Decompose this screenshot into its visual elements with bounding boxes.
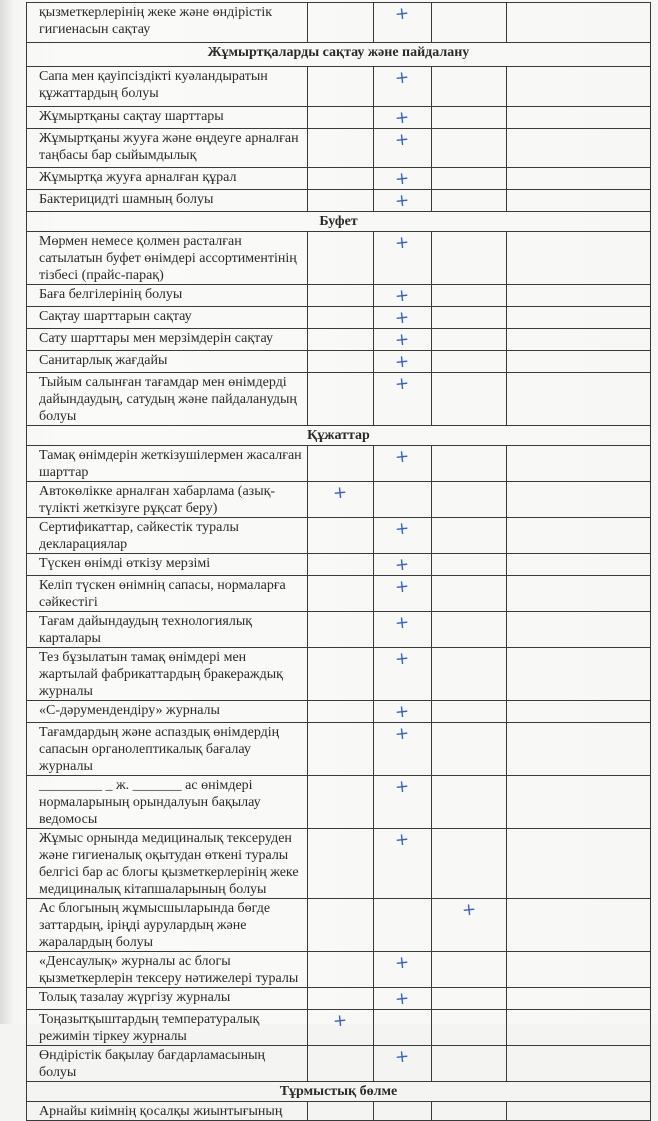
note-cell[interactable] [507,612,651,648]
mark-cell-3[interactable] [432,554,507,576]
mark-cell-1[interactable] [308,952,374,988]
handwritten-plus-icon: + [394,67,411,89]
mark-cell-3[interactable] [432,129,507,168]
note-cell[interactable] [507,190,651,212]
section-title: Құжаттар [27,426,651,446]
mark-cell-3[interactable] [432,829,507,899]
mark-cell-1[interactable] [308,232,374,285]
handwritten-plus-icon: + [394,701,411,723]
handwritten-plus-icon: + [460,899,478,921]
note-cell[interactable] [507,67,651,107]
table-row [27,446,651,482]
mark-cell-1[interactable] [308,67,374,107]
item-text: Тағамдардың және аспаздық өнімдердің сапасын органолептикалық бағалау журналы [27,723,308,776]
section-title: Буфет [27,212,651,232]
section-header-row [27,426,651,446]
mark-cell-1[interactable] [308,446,374,482]
item-text: Жұмыртқаны жууға және өңдеуге арналған таңбасы бар сыйымдылық [27,129,308,168]
mark-cell-1[interactable] [308,776,374,829]
item-text: Жұмыртқа жууға арналған құрал [27,168,308,190]
handwritten-plus-icon: + [394,776,411,798]
mark-cell-2[interactable] [374,648,432,701]
mark-cell-2[interactable] [374,329,432,351]
item-text: Тағам дайындаудың технологиялық карталары [27,612,308,648]
mark-cell-3[interactable] [432,307,507,329]
note-cell[interactable] [507,776,651,829]
item-text: Өндірістік бақылау бағдарламасының болуы [27,1046,308,1082]
table-row [27,829,651,899]
note-cell[interactable] [507,648,651,701]
table-row [27,329,651,351]
table-row [27,554,651,576]
mark-cell-2[interactable] [374,1102,432,1121]
mark-cell-2[interactable] [374,776,432,829]
table-row [27,899,651,952]
handwritten-plus-icon: + [394,3,411,25]
table-row [27,648,651,701]
note-cell[interactable] [507,373,651,426]
note-cell[interactable] [507,1046,651,1082]
mark-cell-3[interactable] [432,723,507,776]
item-text: «С-дәрумендендіру» журналы [27,701,308,723]
mark-cell-1[interactable] [308,701,374,723]
table-row [27,190,651,212]
item-text: Толық тазалау жүргізу журналы [27,988,308,1010]
table-row [27,3,651,43]
handwritten-plus-icon: + [394,723,411,745]
handwritten-plus-icon: + [394,576,411,598]
note-cell[interactable] [507,952,651,988]
item-text: _________ _ ж. _______ ас өнімдері нормаларының орындалуын бақылау ведомосы [27,776,308,829]
table-row [27,1010,651,1046]
handwritten-plus-icon: + [394,829,411,851]
item-text: Түскен өнімді өткізу мерзімі [27,554,308,576]
item-text: Келіп түскен өнімнің сапасы, нормаларға сәйкестігі [27,576,308,612]
note-cell[interactable] [507,232,651,285]
note-cell[interactable] [507,168,651,190]
item-text: Автокөлікке арналған хабарлама (азық-түлікті жеткізуге рұқсат беру) [27,482,308,518]
table-row [27,67,651,107]
mark-cell-2[interactable] [374,829,432,899]
handwritten-plus-icon: + [394,107,411,129]
note-cell[interactable] [507,107,651,129]
handwritten-plus-icon: + [394,232,411,254]
mark-cell-1[interactable] [308,829,374,899]
mark-cell-2[interactable] [374,232,432,285]
mark-cell-2[interactable] [374,351,432,373]
note-cell[interactable] [507,351,651,373]
mark-cell-3[interactable] [432,1102,507,1121]
note-cell[interactable] [507,829,651,899]
mark-cell-3[interactable] [432,3,507,43]
mark-cell-3[interactable] [432,648,507,701]
mark-cell-1[interactable] [308,518,374,554]
mark-cell-3[interactable] [432,329,507,351]
note-cell[interactable] [507,988,651,1010]
mark-cell-1[interactable] [308,988,374,1010]
note-cell[interactable] [507,307,651,329]
handwritten-plus-icon: + [394,351,411,373]
item-text: Арнайы киімнің қосалқы жиынтығының [27,1102,308,1121]
mark-cell-3[interactable] [432,232,507,285]
note-cell[interactable] [507,446,651,482]
handwritten-plus-icon: + [394,329,411,351]
handwritten-plus-icon: + [394,285,411,307]
item-text: Жұмыс орнында медициналық тексеруден және гигиеналық оқытудан өткені туралы белгісі бар ас блогы қызметкерлерінің жеке медициналық кітапшаларының болуы [27,829,308,899]
table-row [27,232,651,285]
item-text: Тоңазытқыштардың температуралық режимін тіркеу журналы [27,1010,308,1046]
handwritten-plus-icon: + [394,952,411,974]
mark-cell-3[interactable] [432,107,507,129]
handwritten-plus-icon: + [394,612,411,634]
handwritten-plus-icon: + [394,446,411,468]
mark-cell-1[interactable] [308,373,374,426]
mark-cell-1[interactable] [308,554,374,576]
section-header-row [27,212,651,232]
mark-cell-3[interactable] [432,988,507,1010]
mark-cell-2[interactable] [374,1046,432,1082]
mark-cell-3[interactable] [432,285,507,307]
table-row [27,482,651,518]
mark-cell-2[interactable] [374,190,432,212]
mark-cell-1[interactable] [308,1102,374,1121]
item-text: Сақтау шарттарын сақтау [27,307,308,329]
note-cell[interactable] [507,329,651,351]
mark-cell-3[interactable] [432,952,507,988]
handwritten-plus-icon: + [332,482,349,504]
handwritten-plus-icon: + [394,554,411,576]
mark-cell-2[interactable] [374,446,432,482]
section-header-row [27,1082,651,1102]
mark-cell-1[interactable] [308,648,374,701]
mark-cell-1[interactable] [308,329,374,351]
item-text: Баға белгілерінің болуы [27,285,308,307]
handwritten-plus-icon: + [394,190,411,212]
note-cell[interactable] [507,899,651,952]
item-text: Сапа мен қауіпсіздікті куәландыратын құжаттардың болуы [27,67,308,107]
mark-cell-2[interactable] [374,952,432,988]
item-text: қызметкерлерінің жеке және өндірістік гигиенасын сақтау [27,3,308,43]
mark-cell-2[interactable] [374,723,432,776]
table-row [27,107,651,129]
handwritten-plus-icon: + [332,1010,349,1032]
mark-cell-2[interactable] [374,107,432,129]
section-title: Тұрмыстық бөлме [27,1082,651,1102]
note-cell[interactable] [507,129,651,168]
table-row [27,701,651,723]
section-title: Жұмыртқаларды сақтау және пайдалану [27,43,651,67]
item-text: Санитарлық жағдайы [27,351,308,373]
mark-cell-2[interactable] [374,988,432,1010]
mark-cell-2[interactable] [374,129,432,168]
mark-cell-3[interactable] [432,701,507,723]
mark-cell-2[interactable] [374,576,432,612]
item-text: Мөрмен немесе қолмен расталған сатылатын буфет өнімдері ассортиментінің тізбесі (прайс-парақ) [27,232,308,285]
item-text: Ас блогының жұмысшыларында бөгде заттардың, іріңді аурулардың және жаралардың болуы [27,899,308,952]
mark-cell-1[interactable] [308,899,374,952]
mark-cell-3[interactable] [432,351,507,373]
handwritten-plus-icon: + [394,1046,411,1068]
note-cell[interactable] [507,701,651,723]
note-cell[interactable] [507,554,651,576]
item-text: Бактерицидті шамның болуы [27,190,308,212]
mark-cell-2[interactable] [374,899,432,952]
note-cell[interactable] [507,285,651,307]
mark-cell-1[interactable] [308,482,374,518]
mark-cell-2[interactable] [374,518,432,554]
table-row [27,129,651,168]
mark-cell-3[interactable] [432,168,507,190]
mark-cell-1[interactable] [308,168,374,190]
item-text: Тамақ өнімдерін жеткізушілермен жасалған шарттар [27,446,308,482]
table-row [27,168,651,190]
note-cell[interactable] [507,1010,651,1046]
mark-cell-1[interactable] [308,129,374,168]
mark-cell-2[interactable] [374,701,432,723]
table-row [27,1046,651,1082]
mark-cell-3[interactable] [432,190,507,212]
table-row [27,351,651,373]
note-cell[interactable] [507,482,651,518]
table-row [27,576,651,612]
mark-cell-3[interactable] [432,482,507,518]
mark-cell-3[interactable] [432,899,507,952]
mark-cell-2[interactable] [374,554,432,576]
handwritten-plus-icon: + [394,307,411,329]
mark-cell-1[interactable] [308,307,374,329]
table-row [27,518,651,554]
checklist-table [26,2,651,1121]
mark-cell-1[interactable] [308,190,374,212]
mark-cell-2[interactable] [374,1010,432,1046]
note-cell[interactable] [507,723,651,776]
handwritten-plus-icon: + [394,648,411,670]
mark-cell-1[interactable] [308,1010,374,1046]
mark-cell-3[interactable] [432,67,507,107]
table-row [27,285,651,307]
mark-cell-2[interactable] [374,67,432,107]
note-cell[interactable] [507,1102,651,1121]
item-text: Сертификаттар, сәйкестік туралы декларациялар [27,518,308,554]
mark-cell-1[interactable] [308,107,374,129]
mark-cell-3[interactable] [432,776,507,829]
note-cell[interactable] [507,518,651,554]
handwritten-plus-icon: + [394,988,411,1010]
mark-cell-3[interactable] [432,518,507,554]
item-text: Тыйым салынған тағамдар мен өнімдерді дайындаудың, сатудың және пайдаланудың болуы [27,373,308,426]
section-header-row [27,43,651,67]
handwritten-plus-icon: + [394,518,411,540]
mark-cell-1[interactable] [308,576,374,612]
mark-cell-3[interactable] [432,1010,507,1046]
mark-cell-2[interactable] [374,168,432,190]
mark-cell-2[interactable] [374,482,432,518]
table-row [27,952,651,988]
mark-cell-2[interactable] [374,373,432,426]
mark-cell-1[interactable] [308,3,374,43]
item-text: Тез бұзылатын тамақ өнімдері мен жартылай фабрикаттардың бракераждық журналы [27,648,308,701]
mark-cell-3[interactable] [432,373,507,426]
mark-cell-2[interactable] [374,3,432,43]
table-row [27,1102,651,1121]
table-row [27,612,651,648]
item-text: Жұмыртқаны сақтау шарттары [27,107,308,129]
table-row [27,373,651,426]
note-cell[interactable] [507,576,651,612]
mark-cell-3[interactable] [432,1046,507,1082]
table-row [27,723,651,776]
mark-cell-2[interactable] [374,612,432,648]
note-cell[interactable] [507,3,651,43]
checklist-body [27,3,651,1121]
mark-cell-3[interactable] [432,612,507,648]
handwritten-plus-icon: + [394,129,411,151]
mark-cell-2[interactable] [374,307,432,329]
mark-cell-2[interactable] [374,285,432,307]
mark-cell-1[interactable] [308,723,374,776]
mark-cell-1[interactable] [308,1046,374,1082]
mark-cell-3[interactable] [432,446,507,482]
handwritten-plus-icon: + [394,373,411,395]
mark-cell-1[interactable] [308,285,374,307]
mark-cell-3[interactable] [432,576,507,612]
table-row [27,307,651,329]
mark-cell-1[interactable] [308,351,374,373]
table-row [27,776,651,829]
table-row [27,988,651,1010]
item-text: Сату шарттары мен мерзімдерін сақтау [27,329,308,351]
handwritten-plus-icon: + [394,168,411,190]
mark-cell-1[interactable] [308,612,374,648]
item-text: «Денсаулық» журналы ас блогы қызметкерлерін тексеру нәтижелері туралы [27,952,308,988]
